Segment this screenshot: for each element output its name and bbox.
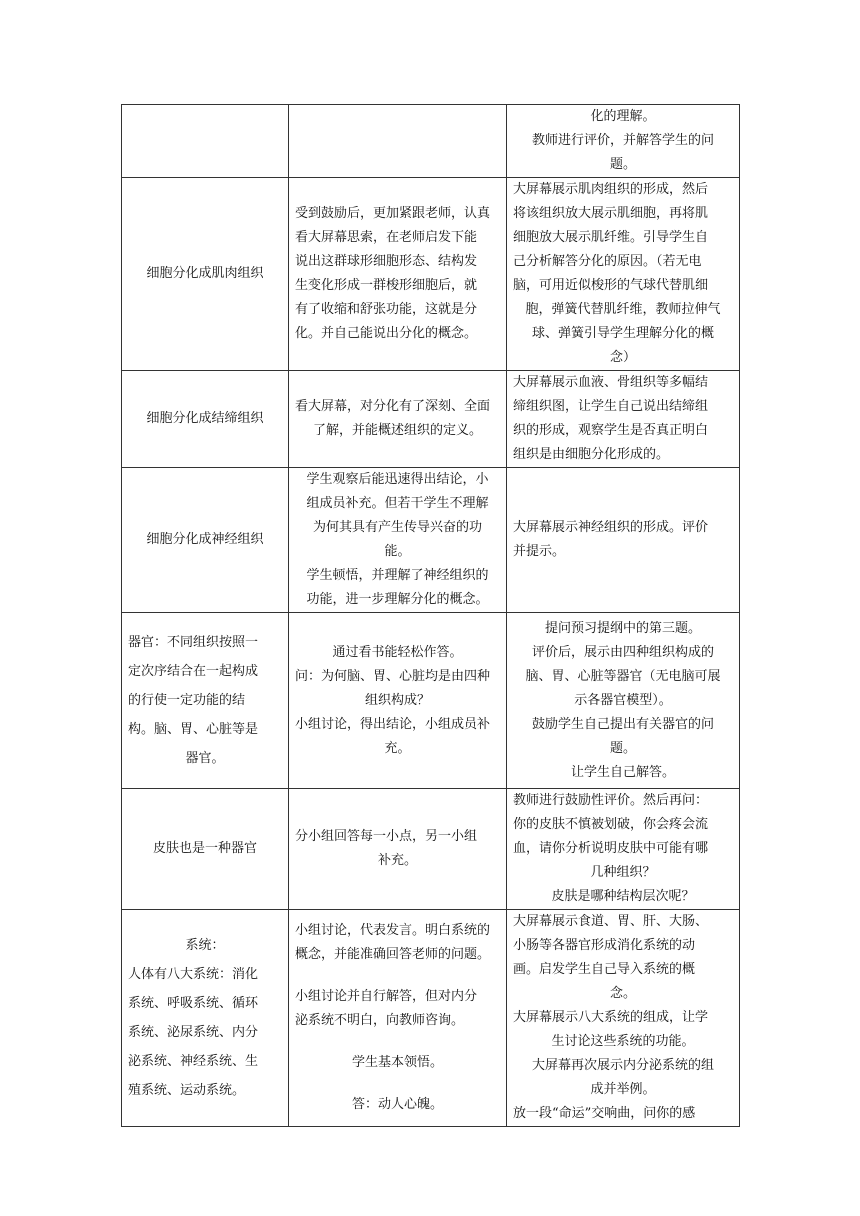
student-activity-cell <box>289 178 507 371</box>
cell-line: 大屏幕再次展示内分泌系统的组 <box>531 1058 714 1073</box>
student-activity-cell <box>289 105 507 178</box>
student-activity-cell <box>289 468 507 613</box>
cell-line: 问：为何脑、胃、心脏均是由四种 <box>295 668 491 684</box>
cell-line: 胞，弹簧代替肌纤维，教师拉伸气 <box>525 302 721 317</box>
topic-cell <box>122 178 289 371</box>
teacher-activity-cell <box>507 105 740 178</box>
cell-line: 的行使一定功能的结 <box>128 693 246 708</box>
cell-line: 生变化形成一群梭形细胞后，就 <box>295 278 478 293</box>
cell-line: 球、弹簧引导学生理解分化的概 <box>531 326 714 341</box>
cell-line: 大屏幕展示肌肉组织的形成，然后 <box>513 182 709 197</box>
cell-line: 小组讨论，代表发言。明白系统的 <box>295 923 491 938</box>
cell-line: 补充。 <box>377 853 417 868</box>
student-activity-cell <box>289 789 507 910</box>
topic-cell <box>122 789 289 910</box>
cell-line: 缔组织图，让学生自己说出结缔组 <box>513 399 709 414</box>
student-activity-cell <box>289 613 507 789</box>
cell-line: 小组讨论，得出结论，小组成员补 <box>295 716 491 732</box>
cell-line: 细胞分化成结缔组织 <box>146 411 264 426</box>
cell-line: 化的理解。 <box>590 109 656 124</box>
cell-line: 学生观察后能迅速得出结论，小 <box>306 472 489 487</box>
cell-line: 组织构成？ <box>364 692 430 708</box>
cell-line: 系统、呼吸系统、循环 <box>128 996 259 1011</box>
table-row <box>122 613 740 789</box>
cell-spacer <box>295 1033 500 1051</box>
cell-spacer <box>295 1075 500 1093</box>
cell-line: 殖系统、运动系统。 <box>128 1083 246 1098</box>
cell-line: 并提示。 <box>513 544 566 559</box>
cell-line: 几种组织？ <box>590 865 656 880</box>
cell-line: 器官：不同组织按照一 <box>128 635 259 650</box>
cell-line: 系统、泌尿系统、内分 <box>128 1025 259 1040</box>
cell-line: 大屏幕展示神经组织的形成。评价 <box>513 520 709 535</box>
cell-line: 画。启发学生自己导入系统的概 <box>513 962 696 977</box>
topic-cell <box>122 105 289 178</box>
cell-line: 题。 <box>609 740 636 756</box>
cell-line: 分小组回答每一小点，另一小组 <box>295 829 478 844</box>
cell-line: 泌系统不明白，向教师咨询。 <box>295 1013 465 1028</box>
cell-spacer <box>295 967 500 985</box>
cell-line: 皮肤也是一种器官 <box>152 841 257 856</box>
cell-line: 定次序结合在一起构成 <box>128 664 259 679</box>
cell-line: 通过看书能轻松作答。 <box>332 644 463 660</box>
cell-line: 组织是由细胞分化形成的。 <box>513 447 670 462</box>
cell-line: 将该组织放大展示肌细胞，再将肌 <box>513 206 709 221</box>
teacher-activity-cell <box>507 613 740 789</box>
cell-line: 说出这群球形细胞形态、结构发 <box>295 254 478 269</box>
cell-line: 了解，并能概述组织的定义。 <box>312 423 482 438</box>
cell-line: 能。 <box>384 544 411 559</box>
student-activity-cell <box>289 371 507 468</box>
cell-line: 构。脑、胃、心脏等是 <box>128 722 259 737</box>
lesson-plan-table <box>121 104 740 1127</box>
table-row <box>122 178 740 371</box>
cell-line: 血，请你分析说明皮肤中可能有哪 <box>513 841 709 856</box>
cell-line: 小组讨论并自行解答，但对内分 <box>295 989 478 1004</box>
cell-line: 织的形成，观察学生是否真正明白 <box>513 423 709 438</box>
cell-line: 学生基本领悟。 <box>351 1055 443 1070</box>
cell-line: 脑，可用近似梭形的气球代替肌细 <box>513 278 709 293</box>
cell-line: 泌系统、神经系统、生 <box>128 1054 259 1069</box>
cell-line: 题。 <box>609 157 636 172</box>
topic-cell <box>122 613 289 789</box>
cell-line: 己分析解答分化的原因。（若无电 <box>513 254 702 269</box>
cell-line: 系统： <box>185 938 225 953</box>
cell-line: 有了收缩和舒张功能，这就是分 <box>295 302 478 317</box>
cell-line: 生讨论这些系统的功能。 <box>551 1034 695 1049</box>
cell-line: 念。 <box>609 986 636 1001</box>
cell-line: 大屏幕展示食道、胃、肝、大肠、 <box>513 914 709 929</box>
cell-line: 教师进行鼓励性评价。然后再问： <box>513 793 709 808</box>
cell-line: 答：动人心魄。 <box>351 1097 443 1112</box>
cell-line: 细胞分化成神经组织 <box>146 532 264 547</box>
cell-line: 看大屏幕，对分化有了深刻、全面 <box>295 399 491 414</box>
cell-line: 为何其具有产生传导兴奋的功 <box>312 520 482 535</box>
cell-line: 评价后，展示由四种组织构成的 <box>531 644 714 660</box>
table-row <box>122 468 740 613</box>
cell-line: 受到鼓励后，更加紧跟老师，认真 <box>295 206 491 221</box>
cell-line: 成并举例。 <box>590 1082 656 1097</box>
cell-line: 示各器官模型）。 <box>574 692 672 708</box>
topic-cell <box>122 910 289 1127</box>
cell-line: 鼓励学生自己提出有关器官的问 <box>531 716 714 732</box>
teacher-activity-cell <box>507 910 740 1127</box>
cell-line: 器官。 <box>185 751 225 766</box>
cell-line: 提问预习提纲中的第三题。 <box>544 620 701 636</box>
cell-line: 念） <box>609 350 636 365</box>
cell-line: 让学生自己解答。 <box>570 764 675 780</box>
table-row <box>122 105 740 178</box>
cell-line: 人体有八大系统：消化 <box>128 967 259 982</box>
student-activity-cell <box>289 910 507 1127</box>
cell-line: 概念，并能准确回答老师的问题。 <box>295 947 491 962</box>
teacher-activity-cell <box>507 178 740 371</box>
cell-line: 细胞放大展示肌纤维。引导学生自 <box>513 230 709 245</box>
cell-line: 学生顿悟，并理解了神经组织的 <box>306 568 489 583</box>
table-row <box>122 910 740 1127</box>
cell-line: 教师进行评价，并解答学生的问 <box>531 133 714 148</box>
cell-line: 放一段“命运”交响曲，问你的感 <box>513 1106 696 1121</box>
teacher-activity-cell <box>507 371 740 468</box>
topic-cell <box>122 371 289 468</box>
cell-line: 功能，进一步理解分化的概念。 <box>306 592 489 607</box>
cell-line: 细胞分化成肌肉组织 <box>146 266 264 281</box>
teacher-activity-cell <box>507 468 740 613</box>
table-row <box>122 789 740 910</box>
cell-line: 看大屏幕思索，在老师启发下能 <box>295 230 478 245</box>
cell-line: 大屏幕展示血液、骨组织等多幅结 <box>513 375 709 390</box>
cell-line: 皮肤是哪种结构层次呢？ <box>551 889 695 904</box>
cell-line: 充。 <box>384 740 411 756</box>
cell-line: 化。并自己能说出分化的概念。 <box>295 326 478 341</box>
cell-line: 组成员补充。但若干学生不理解 <box>306 496 489 511</box>
cell-line: 脑、胃、心脏等器官（无电脑可展 <box>525 668 721 684</box>
topic-cell <box>122 468 289 613</box>
cell-line: 你的皮肤不慎被划破，你会疼会流 <box>513 817 709 832</box>
cell-line: 小肠等各器官形成消化系统的动 <box>513 938 696 953</box>
table-row <box>122 371 740 468</box>
teacher-activity-cell <box>507 789 740 910</box>
cell-line: 大屏幕展示八大系统的组成，让学 <box>513 1010 709 1025</box>
